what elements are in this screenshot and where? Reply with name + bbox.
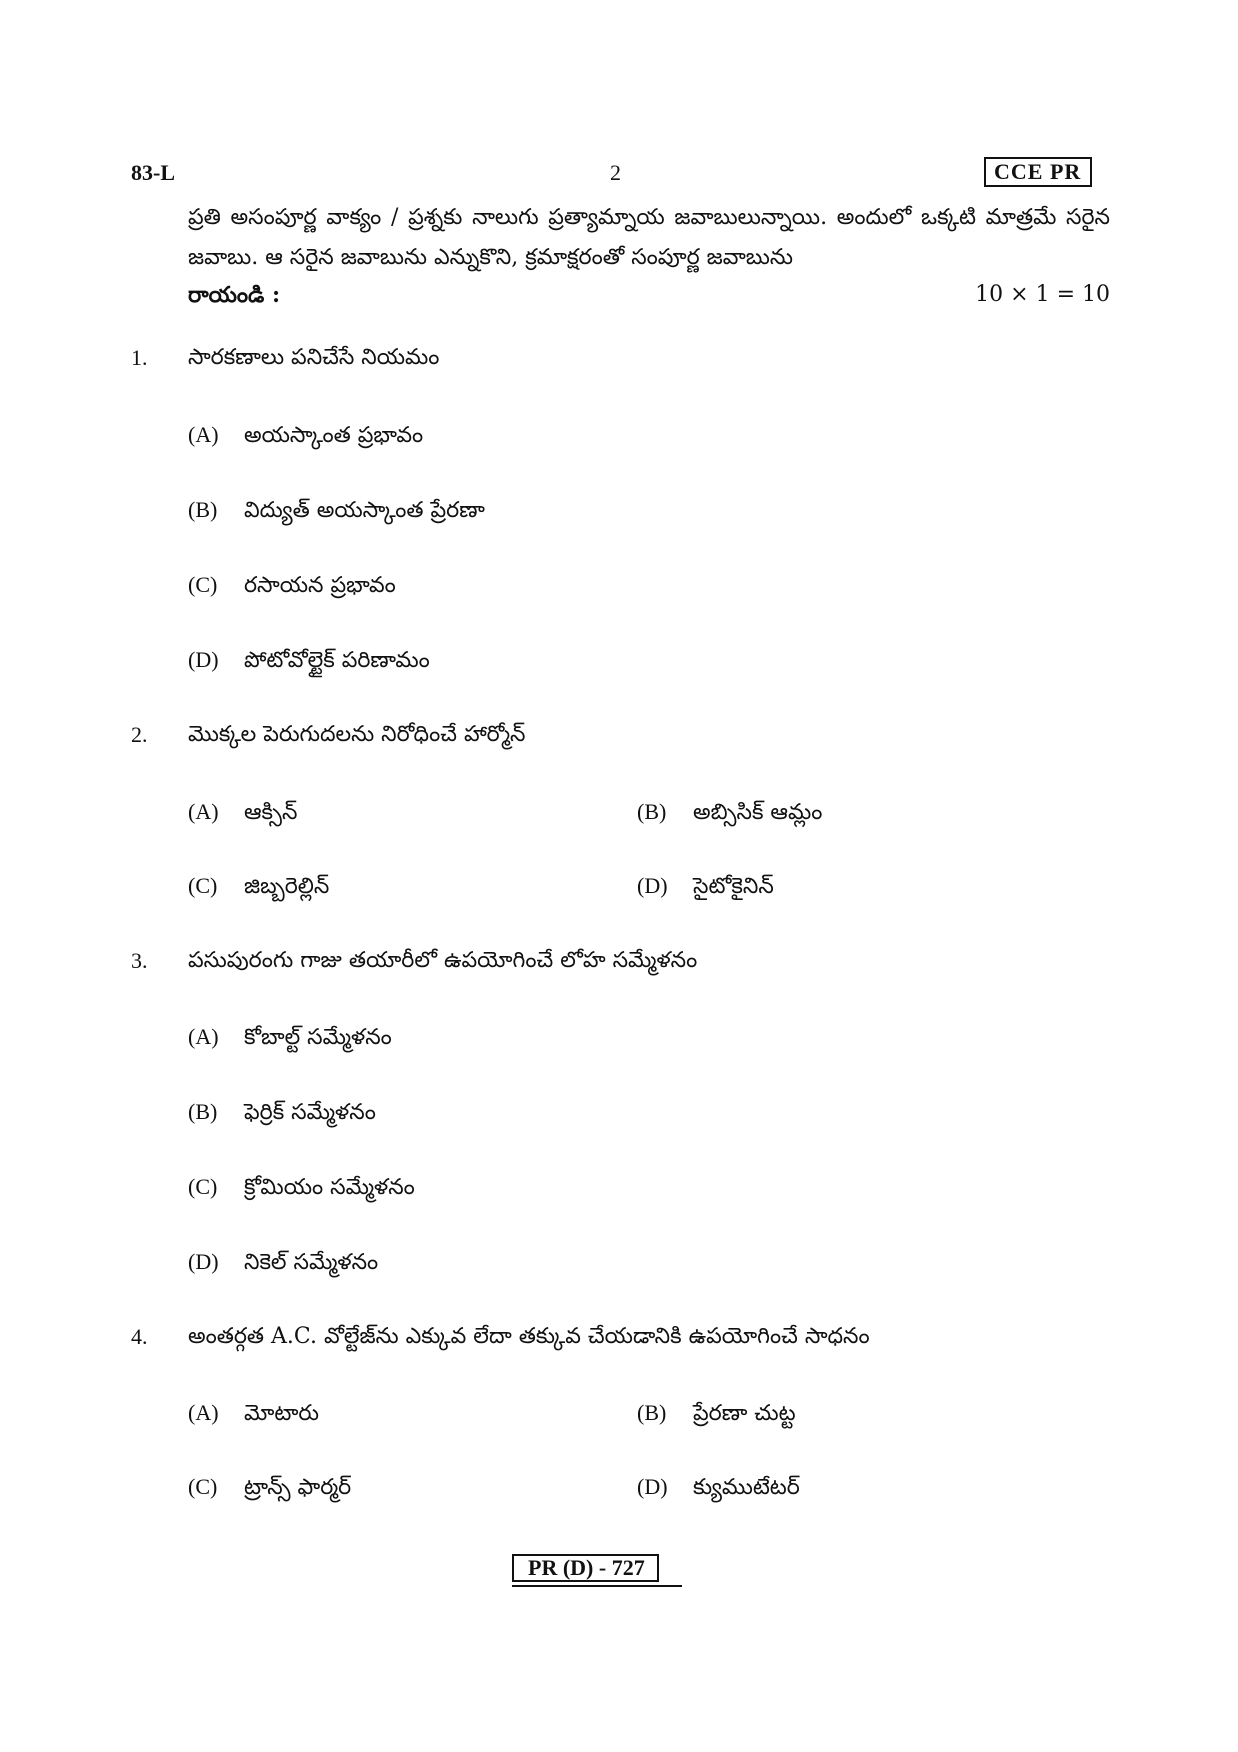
question-text: సారకణాలు పనిచేసే నియమం <box>188 345 440 370</box>
option-3a <box>188 1022 392 1053</box>
option-letter: (A) <box>188 422 219 447</box>
option-text: విద్యుత్ అయస్కాంత ప్రేరణా <box>244 498 485 523</box>
option-text: క్రోమియం సమ్మేళనం <box>244 1175 415 1200</box>
option-4c <box>188 1472 351 1503</box>
question-number: 3. <box>131 948 148 973</box>
option-2d <box>637 871 774 902</box>
footer-underline <box>512 1585 682 1587</box>
option-text: మోటారు <box>244 1401 320 1426</box>
paper-code: 83-L <box>131 160 175 185</box>
question-number: 2. <box>131 722 148 747</box>
option-4d <box>637 1472 800 1503</box>
option-1d <box>188 645 430 676</box>
question-number: 4. <box>131 1324 148 1349</box>
option-letter: (A) <box>188 1024 219 1049</box>
option-text: ప్రేరణా చుట్ట <box>693 1401 796 1426</box>
option-text: క్యుముటేటర్ <box>693 1475 800 1500</box>
option-2a <box>188 797 297 828</box>
option-text: ట్రాన్స్ ఫార్మర్ <box>244 1475 352 1500</box>
option-text: జిబ్బరెల్లిన్ <box>244 874 330 899</box>
option-letter: (A) <box>188 799 219 824</box>
option-text: సైటోకైనిన్ <box>693 874 774 899</box>
question-text: మొక్కల పెరుగుదలను నిరోధించే హార్మోన్ <box>188 722 526 747</box>
option-letter: (B) <box>188 497 218 522</box>
question-text: అంతర్గత A.C. వోల్టేజ్‌ను ఎక్కువ లేదా తక్కువ చేయడానికి ఉపయోగించే సాధనం <box>188 1324 870 1349</box>
option-text: అయస్కాంత ప్రభావం <box>244 423 424 448</box>
option-2b <box>637 797 822 828</box>
footer-code-box: PR (D) - 727 <box>512 1554 659 1582</box>
option-letter: (C) <box>188 572 218 597</box>
option-letter: (D) <box>188 647 219 672</box>
option-3c <box>188 1172 415 1203</box>
option-letter: (D) <box>188 1249 219 1274</box>
option-letter: (C) <box>188 1174 218 1199</box>
option-letter: (B) <box>637 1400 667 1425</box>
option-text: కోబాల్ట్ సమ్మేళనం <box>244 1025 392 1050</box>
option-text: అబ్సిసిక్ ఆమ్లం <box>693 800 823 825</box>
option-1a <box>188 420 423 451</box>
option-3b <box>188 1097 376 1128</box>
option-text: నికెల్ సమ్మేళనం <box>244 1250 379 1275</box>
option-text: రసాయన ప్రభావం <box>244 573 396 598</box>
option-4b <box>637 1398 796 1429</box>
page-number: 2 <box>610 160 621 185</box>
option-3d <box>188 1247 378 1278</box>
option-letter: (C) <box>188 873 218 898</box>
option-text: ఆక్సిన్ <box>244 800 298 825</box>
option-text: పోటోవోల్టైక్ పరిణామం <box>244 648 430 673</box>
option-1c <box>188 570 396 601</box>
option-4a <box>188 1398 319 1429</box>
instructions-last-line: రాయండి : <box>188 282 281 308</box>
option-2c <box>188 871 329 902</box>
option-letter: (D) <box>637 1474 668 1499</box>
option-letter: (A) <box>188 1400 219 1425</box>
option-1b <box>188 495 485 526</box>
option-letter: (D) <box>637 873 668 898</box>
marks-scheme: 10 × 1 = 10 <box>975 282 1110 307</box>
option-letter: (B) <box>637 799 667 824</box>
option-letter: (C) <box>188 1474 218 1499</box>
instructions-text: ప్రతి అసంపూర్ణ వాక్యం / ప్రశ్నకు నాలుగు ప్రత్యామ్నాయ జవాబులున్నాయి. అందులో ఒక్కటి మాత్రమే సరైన జవాబు. ఆ సరైన జవాబును ఎన్నుకొని, క్రమాక్షరంతో సంపూర్ణ జవాబును <box>188 205 1110 270</box>
option-letter: (B) <box>188 1099 218 1124</box>
option-text: ఫెర్రిక్ సమ్మేళనం <box>244 1100 376 1125</box>
series-box: CCE PR <box>984 157 1092 187</box>
question-number: 1. <box>131 345 148 370</box>
question-text: పసుపురంగు గాజు తయారీలో ఉపయోగించే లోహ సమ్మేళనం <box>188 948 698 973</box>
